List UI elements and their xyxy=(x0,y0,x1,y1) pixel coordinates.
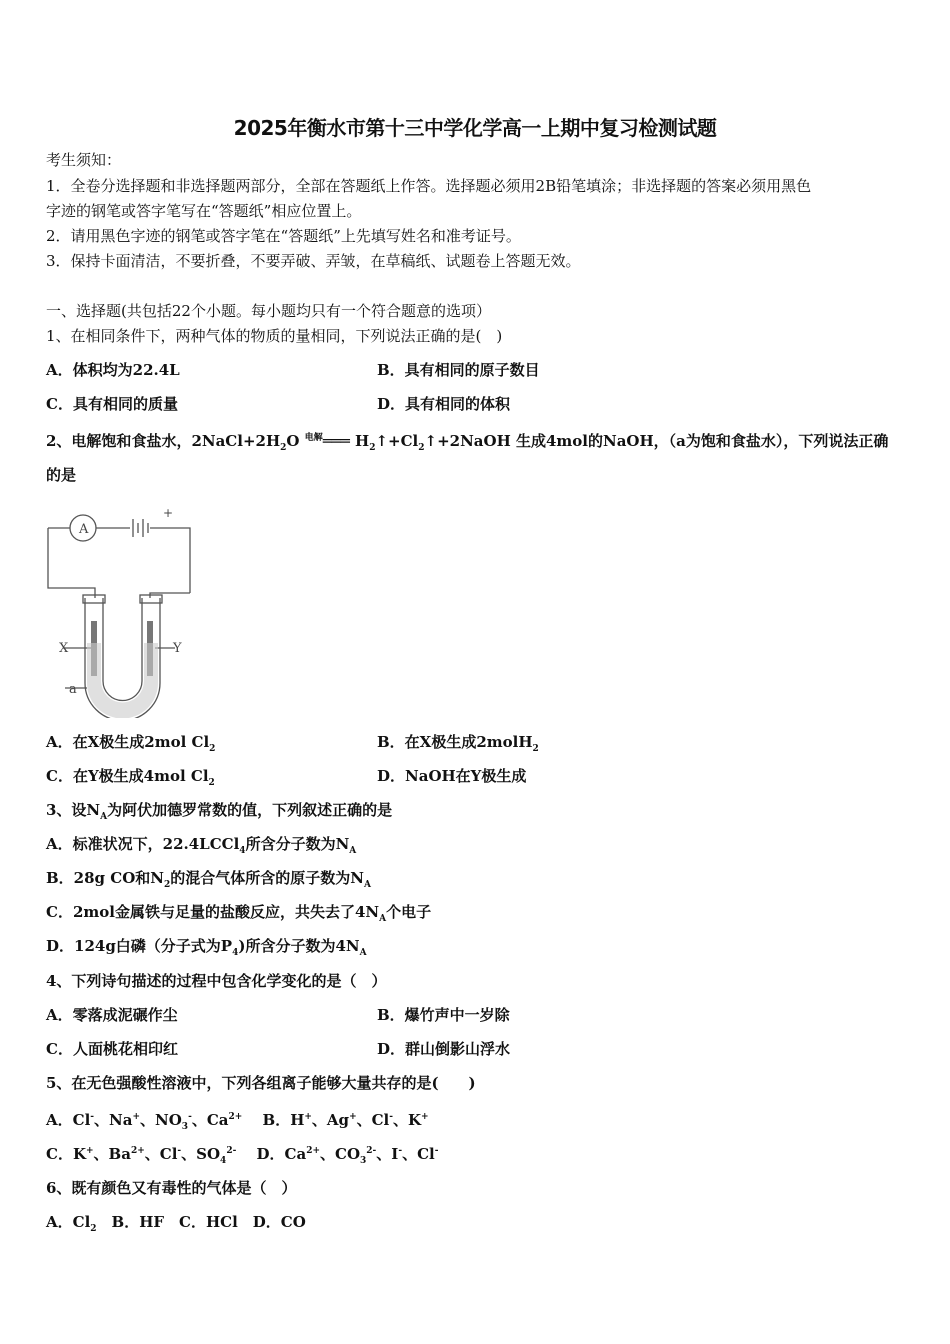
text-segment: 1．全卷分选择题和非选择题两部分，全部在答题纸上作答。选择题必须用2B铅笔填涂；非选择题的答案必须用黑色 xyxy=(46,177,812,195)
question-6 xyxy=(46,1178,296,1198)
text-segment: A．零落成泥碾作尘 xyxy=(46,1006,178,1024)
question-2-cont xyxy=(46,465,76,485)
text-segment: A xyxy=(359,948,367,958)
text-segment: 为阿伏加德罗常数的值，下列叙述正确的是 xyxy=(107,801,393,819)
text-segment: 、Cl xyxy=(144,1145,178,1163)
q1-options-cd-col2 xyxy=(377,394,510,414)
text-segment: + xyxy=(132,1112,141,1122)
notice-1 xyxy=(46,176,811,196)
text-segment: 、Na xyxy=(94,1111,133,1129)
text-segment: ↑+2NaOH 生成4mol的NaOH，（a为饱和食盐水），下列说法正确 xyxy=(424,432,889,450)
q4-options-cd xyxy=(46,1039,511,1059)
text-segment: D．Ca xyxy=(236,1145,307,1163)
text-segment: B．HF C．HCl D．CO xyxy=(96,1213,306,1231)
text-segment: 所含分子数为N xyxy=(245,835,350,853)
text-segment: 、Ag xyxy=(311,1111,350,1129)
ammeter-label: A xyxy=(79,522,89,537)
text-segment: 、Cl xyxy=(402,1145,435,1163)
q3-option-b xyxy=(46,868,371,895)
notice-2 xyxy=(46,226,521,246)
text-segment: A xyxy=(349,846,357,856)
q4-options-ab xyxy=(46,1005,510,1025)
text-segment: 2+ xyxy=(130,1146,145,1156)
text-segment: B．爆竹声中一岁除 xyxy=(377,1006,510,1024)
text-segment: 2- xyxy=(366,1146,377,1156)
text-segment: D．群山倒影山浮水 xyxy=(377,1040,511,1058)
q4-options-ab-col2 xyxy=(377,1005,510,1025)
q2-options-ab xyxy=(46,732,539,759)
question-1 xyxy=(46,326,502,346)
text-segment: + xyxy=(421,1112,429,1122)
text-segment: 3 xyxy=(181,1122,189,1132)
text-segment: B．在X极生成2molH xyxy=(377,733,533,751)
text-segment: C．人面桃花相印红 xyxy=(46,1040,178,1058)
text-segment: )所含分子数为4N xyxy=(238,937,360,955)
text-segment: 3、设N xyxy=(46,801,101,819)
text-segment: 、I xyxy=(376,1145,399,1163)
text-segment: - xyxy=(398,1146,403,1156)
q1-options-ab-col2 xyxy=(377,360,540,380)
text-segment: + xyxy=(304,1112,312,1122)
text-segment: A．标准状况下，22.4LCCl xyxy=(46,835,240,853)
text-segment: 考生须知： xyxy=(46,151,122,169)
text-segment: A xyxy=(379,914,387,924)
notice-3 xyxy=(46,251,581,271)
notice-heading xyxy=(46,150,121,170)
text-segment: A．Cl xyxy=(46,1111,91,1129)
text-segment: 个电子 xyxy=(386,903,432,921)
q3-option-d xyxy=(46,936,367,963)
text-segment: B．H xyxy=(242,1111,305,1129)
text-segment: 、NO xyxy=(140,1111,182,1129)
text-segment: 4 xyxy=(232,948,239,958)
text-segment: - xyxy=(434,1146,439,1156)
q5-options-cd xyxy=(46,1141,438,1171)
text-segment: 、Ca xyxy=(191,1111,229,1129)
text-segment: C．具有相同的质量 xyxy=(46,395,178,413)
q3-option-c xyxy=(46,902,431,929)
q2-options-cd xyxy=(46,766,527,793)
text-segment: 4、下列诗句描述的过程中包含化学变化的是（ ） xyxy=(46,972,387,990)
electrode-x-label: X xyxy=(59,641,69,656)
text-segment: A xyxy=(100,812,108,822)
text-segment: C．在Y极生成4mol Cl xyxy=(46,767,209,785)
text-segment: - xyxy=(177,1146,182,1156)
text-segment: + xyxy=(349,1112,357,1122)
question-4 xyxy=(46,971,386,991)
text-segment: D．124g白磷（分子式为P xyxy=(46,937,233,955)
text-segment: 、Cl xyxy=(356,1111,390,1129)
text-segment: A．体积均为22.4L xyxy=(46,361,180,379)
text-segment: 2、电解饱和食盐水，2NaCl+2H xyxy=(46,432,281,450)
text-segment: ↑+Cl xyxy=(375,432,419,450)
text-segment: 一、选择题(共包括22个小题。每小题均只有一个符合题意的选项） xyxy=(46,302,491,320)
text-segment: B．具有相同的原子数目 xyxy=(377,361,540,379)
text-segment: 2 xyxy=(163,880,171,890)
text-segment: 4 xyxy=(220,1156,227,1166)
electrolysis-u-tube-diagram xyxy=(45,503,205,718)
electrode-y-label: Y xyxy=(173,641,182,656)
text-segment: 、SO xyxy=(181,1145,221,1163)
text-segment: - xyxy=(90,1112,95,1122)
text-segment: - xyxy=(188,1112,192,1122)
text-segment: 1、在相同条件下，两种气体的物质的量相同，下列说法正确的是( ) xyxy=(46,327,503,345)
text-segment: 2．请用黑色字迹的钢笔或答字笔在“答题纸”上先填写姓名和准考证号。 xyxy=(46,227,521,245)
text-segment: 3．保持卡面清洁，不要折叠，不要弄破、弄皱，在草稿纸、试题卷上答题无效。 xyxy=(46,252,581,270)
q6-options xyxy=(46,1212,306,1239)
text-segment: 2 xyxy=(209,744,216,754)
text-segment: 2 xyxy=(532,744,539,754)
q5-options-ab xyxy=(46,1107,429,1137)
text-segment: 6、既有颜色又有毒性的气体是（ ） xyxy=(46,1179,297,1197)
text-segment: 、K xyxy=(393,1111,422,1129)
text-segment: 5、在无色强酸性溶液中，下列各组离子能够大量共存的是( ) xyxy=(46,1074,476,1092)
text-segment: D．NaOH在Y极生成 xyxy=(377,767,527,785)
text-segment: C．K xyxy=(46,1145,86,1163)
text-segment: 2+ xyxy=(228,1112,243,1122)
q1-options-cd xyxy=(46,394,511,414)
text-segment: 2 xyxy=(280,443,287,453)
page-title: 2025年衡水市第十三中学化学高一上期中复习检测试题 xyxy=(233,116,717,140)
notice-1-cont xyxy=(46,201,361,221)
q4-options-cd-col2 xyxy=(377,1039,510,1059)
text-segment: C．2mol金属铁与足量的盐酸反应，共失去了4N xyxy=(46,903,380,921)
text-segment: ═══ H xyxy=(322,432,370,450)
text-segment: 的混合气体所含的原子数为N xyxy=(170,869,364,887)
text-segment: A．Cl xyxy=(46,1213,91,1231)
question-3 xyxy=(46,800,392,827)
text-segment: 2 xyxy=(208,778,215,788)
text-segment: O xyxy=(286,432,305,450)
text-segment: 、Ba xyxy=(93,1145,131,1163)
q1-options-ab xyxy=(46,360,540,380)
text-segment: 电解 xyxy=(304,433,323,443)
text-segment: 2 xyxy=(369,443,376,453)
text-segment: B．28g CO和N xyxy=(46,869,164,887)
q2-options-cd-col2 xyxy=(377,766,526,786)
text-segment: 4 xyxy=(239,846,246,856)
text-segment: A xyxy=(363,880,371,890)
text-segment: 3 xyxy=(360,1156,367,1166)
text-segment: 的是 xyxy=(46,466,77,484)
text-segment: D．具有相同的体积 xyxy=(377,395,511,413)
solution-a-label: a xyxy=(69,682,77,697)
plus-label: + xyxy=(163,506,174,520)
q3-option-a xyxy=(46,834,356,861)
section-heading xyxy=(46,301,491,321)
text-segment: A．在X极生成2mol Cl xyxy=(46,733,210,751)
text-segment: - xyxy=(389,1112,393,1122)
text-segment: + xyxy=(85,1146,94,1156)
q2-options-ab-col2 xyxy=(377,732,539,759)
text-segment: 2+ xyxy=(306,1146,321,1156)
text-segment: 2 xyxy=(90,1224,97,1234)
question-2 xyxy=(46,428,888,458)
text-segment: 、CO xyxy=(320,1145,361,1163)
text-segment: 字迹的钢笔或答字笔写在“答题纸”相应位置上。 xyxy=(46,202,362,220)
text-segment: 2 xyxy=(418,443,425,453)
text-segment: 2- xyxy=(226,1146,237,1156)
question-5 xyxy=(46,1073,476,1093)
